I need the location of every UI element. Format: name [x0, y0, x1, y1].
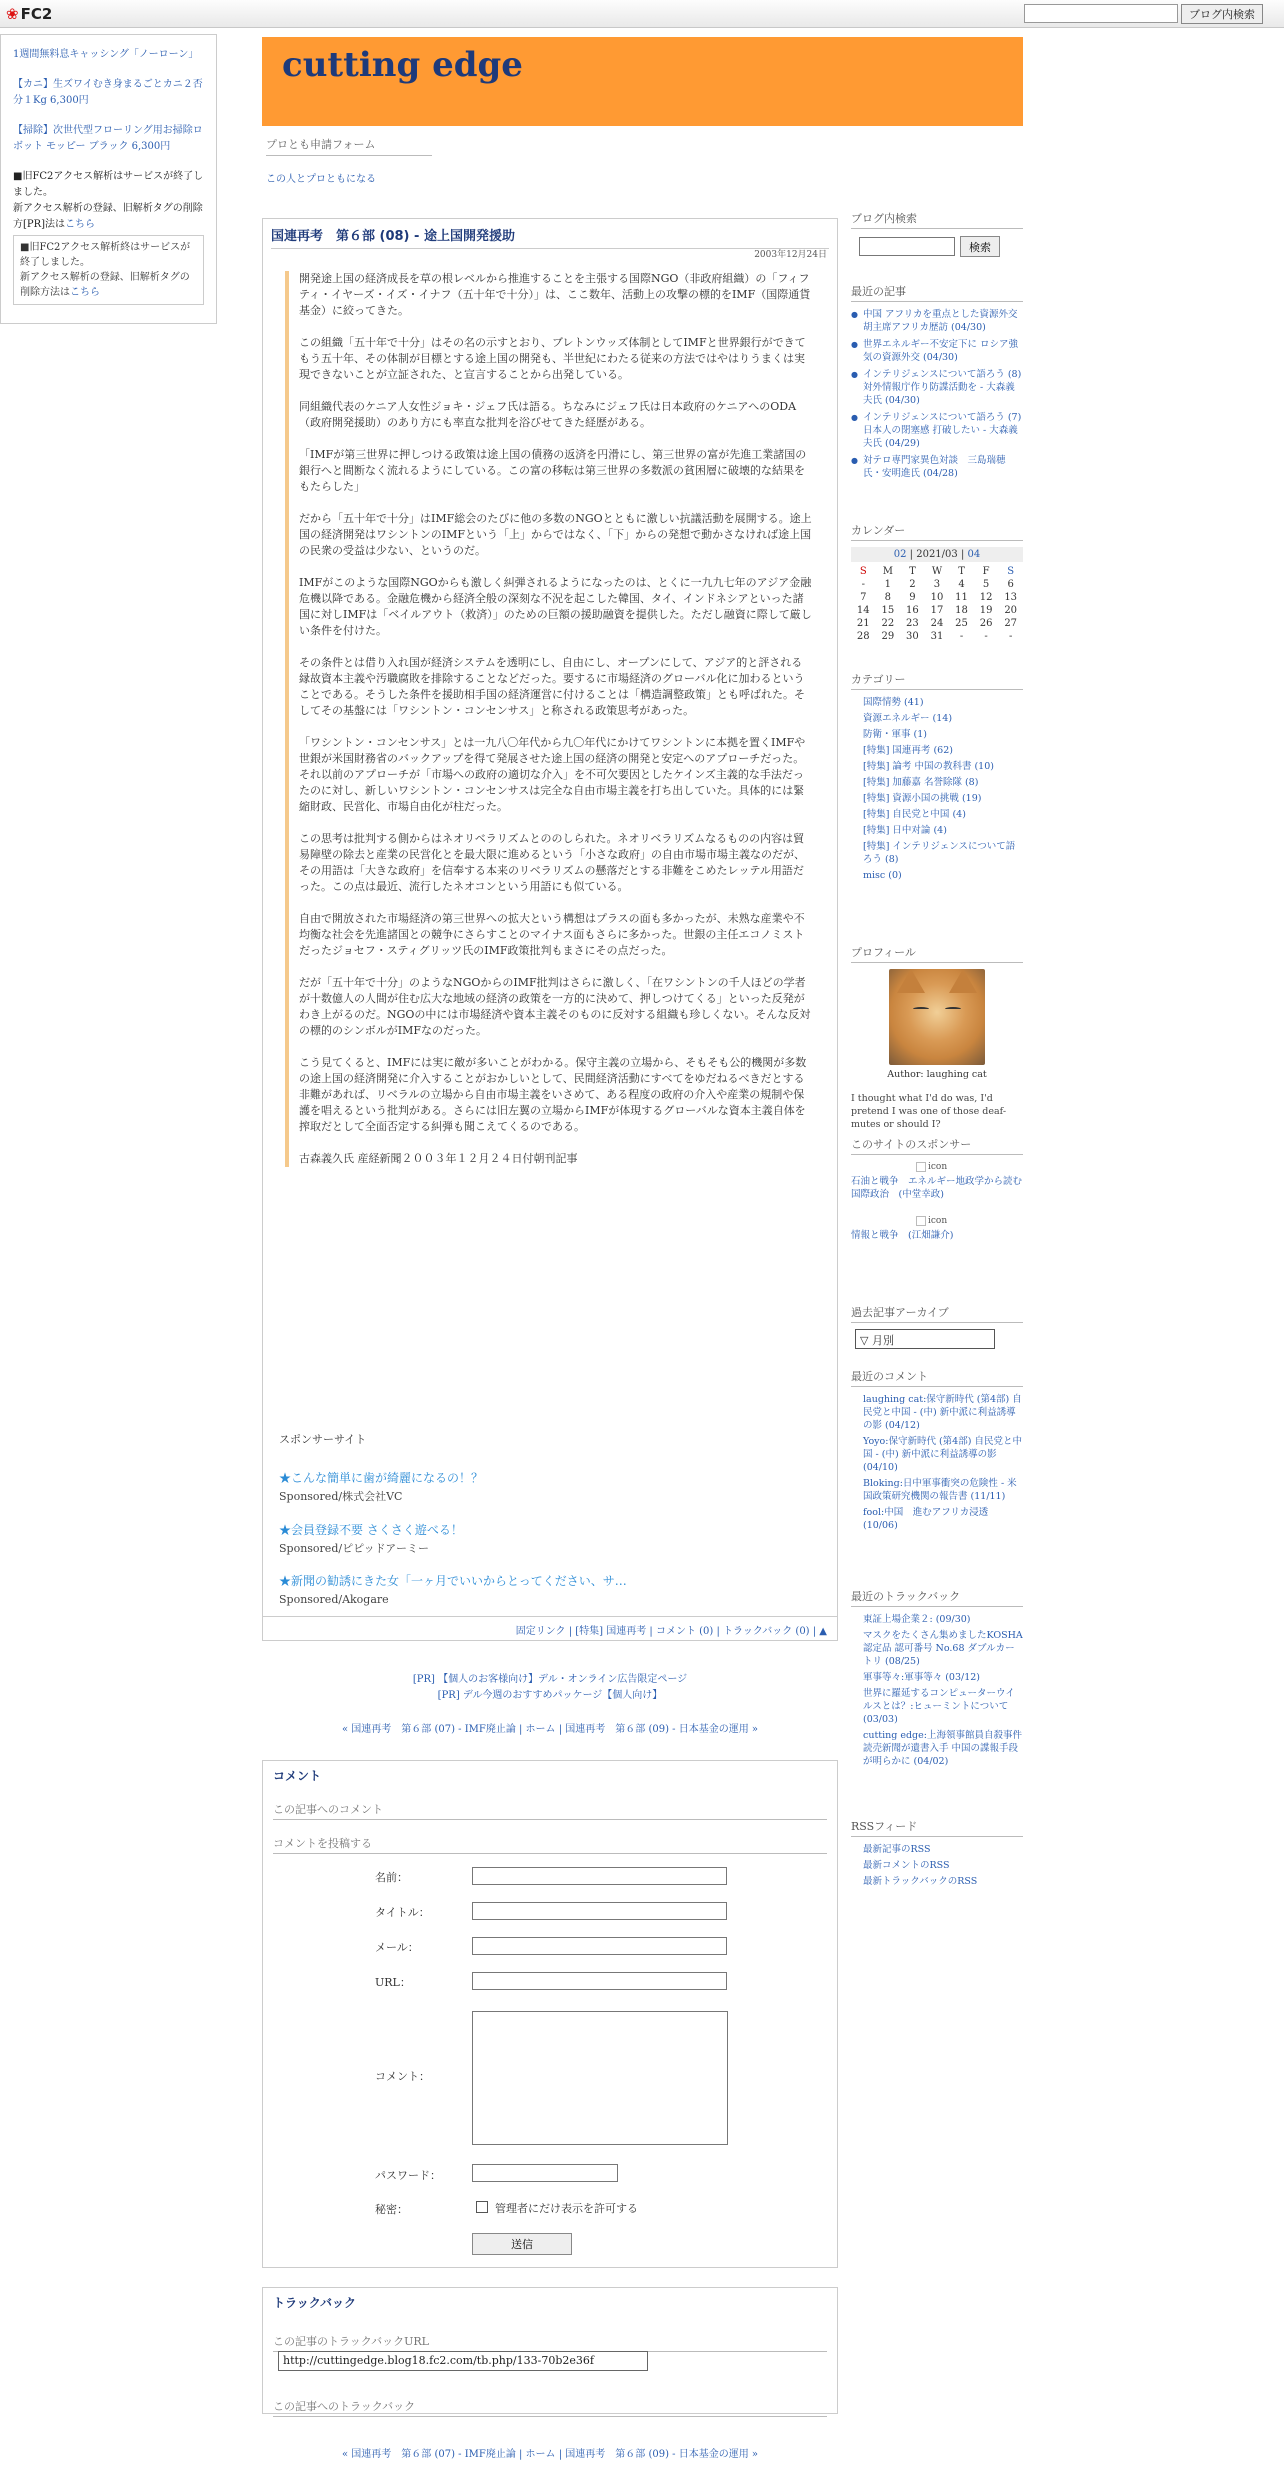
sponsored-by: Sponsored/ピピッドアーミー [279, 1542, 429, 1555]
pro-form-link[interactable]: この人とプロともになる [266, 174, 376, 185]
mail-field[interactable] [472, 1937, 727, 1955]
pr-lines [262, 1672, 838, 1704]
rss-link[interactable]: 最新コメントのRSS [863, 1860, 950, 1871]
weekday: S [859, 566, 867, 577]
archive [851, 1304, 1023, 1349]
pro-form-title: プロとも申請フォーム [266, 136, 432, 156]
calendar-day: - [984, 631, 988, 642]
sponsored-item [279, 1572, 627, 1609]
recent-comments-heading: 最近のコメント [851, 1368, 1023, 1387]
top-search-button[interactable]: ブログ内検索 [1181, 4, 1263, 24]
sponsor-label: スポンサーサイト [279, 1433, 367, 1446]
recent-trackbacks-heading: 最近のトラックバック [851, 1588, 1023, 1607]
recent-heading: 最近の記事 [851, 283, 1023, 302]
recent-trackback-item[interactable]: マスクをたくさん集めましたKOSHA認定品 認可番号 No.68 ダブルカートリ (08/25) [863, 1630, 1023, 1667]
comment-textarea[interactable] [472, 2011, 728, 2145]
comment-label: コメント： [375, 2070, 430, 2083]
secret-label: 秘密： [375, 2203, 408, 2216]
weekday: T [958, 566, 965, 577]
rss-link[interactable]: 最新記事のRSS [863, 1844, 931, 1855]
comment-title: コメント [273, 1769, 322, 1783]
calendar-week [851, 630, 1023, 643]
category-item[interactable]: [特集] 国連再考 (62) [863, 745, 953, 756]
article-paragraph: この組織「五十年で十分」はその名の示すとおり、ブレトンウッズ体制としてIMFと世界銀行ができてもう五十年、その体制が目標とする途上国の開発も、半世紀にわたる従来の方法ではやはりうまくは実現できないことが立証された、と宣言することから出発している。 [299, 336, 806, 381]
sponsored-link[interactable]: ★新聞の勧誘にきた女「一ヶ月でいいからとってください、サ… [279, 1574, 627, 1588]
calendar-weekdays [851, 565, 1023, 578]
recent-comment-item[interactable]: Yoyo:保守新時代 (第4部) 自民党と中国 - (中) 新中派に利益誘導の影 (04/10) [863, 1436, 1022, 1473]
recent-trackback-item[interactable]: cutting edge:上海領事館員自殺事件 読売新聞が遺書入手 中国の諜報手段が明らかに (04/02) [863, 1730, 1032, 1767]
article-body [285, 271, 813, 1167]
article-paragraph: 「ワシントン・コンセンサス」とは一九八〇年代から九〇年代にかけてワシントンに本拠を置くIMFや世銀が米国財務省のバックアップを得て発展させた途上国の経済の開発と安定へのアプローチだった。それ以前のアプローチが「市場への政府の適切な介入」を不可欠要因としたケインズ主義的な手法だったのに対し、新しいワシントン・コンセンサスは完全な自由市場主義を打ち出していた。具体的には緊縮財政、民営化、市場自由化が柱だった。 [299, 736, 806, 813]
calendar-day: 28 [856, 631, 870, 642]
profile-heading: プロフィール [851, 944, 1023, 963]
calendar-heading: カレンダー [851, 522, 1023, 541]
recent-article-item[interactable]: ● 中国 アフリカを重点とした資源外交 胡主席アフリカ歴訪 (04/30) [851, 308, 1023, 334]
article-date: 2003年12月24日 [754, 250, 827, 260]
sidebar-search-input[interactable] [859, 237, 955, 256]
comment-box [262, 1760, 838, 2268]
recent-article-item[interactable]: ● インテリジェンスについて語ろう (8) 対外情報庁作り防諜活動を - 大森義夫氏 (04/30) [851, 368, 1023, 407]
sidebar-search [851, 210, 1023, 259]
calendar-week [851, 591, 1023, 604]
article-source: 古森義久氏 産経新聞２００３年１２月２４日付朝刊記事 [299, 1152, 578, 1165]
sidebar-search-button[interactable]: 検索 [960, 236, 1000, 257]
ad-link-1[interactable]: 1週間無料息キャッシング「ノーローン」 [13, 49, 199, 60]
calendar-day: 31 [930, 631, 944, 642]
sponsors-heading: このサイトのスポンサー [851, 1136, 1023, 1155]
calendar-day: 18 [955, 605, 968, 616]
sponsored-link[interactable]: ★会員登録不要 さくさく遊べる！ [279, 1523, 463, 1537]
calendar-day: - [1008, 631, 1013, 642]
password-label: パスワード： [375, 2169, 441, 2182]
weekday: M [882, 566, 893, 577]
calendar-day: 4 [958, 579, 965, 590]
name-field[interactable] [472, 1867, 727, 1885]
calendar-week [851, 617, 1023, 630]
pr-link-2[interactable]: [PR] デル今週のおすすめパッケージ【個人向け】 [437, 1690, 663, 1701]
calendar-nav: 02 | 2021/03 | 04 [851, 547, 1023, 562]
calendar-day: 23 [906, 618, 919, 629]
analytics-notice-inner: ■旧FC2アクセス解析終はサービスが終了しました。 新アクセス解析の登録、旧解析タグの削除方法はこちら [13, 235, 204, 305]
calendar-day: 16 [906, 605, 919, 616]
calendar-day: 2 [909, 579, 916, 590]
calendar-week [851, 578, 1023, 591]
notice-link[interactable]: こちら [65, 219, 96, 230]
calendar-day: 10 [930, 592, 944, 603]
calendar-day: 15 [881, 605, 895, 616]
url-field[interactable] [472, 1972, 727, 1990]
inner-notice-link[interactable]: こちら [70, 287, 100, 298]
calendar-day: 7 [860, 592, 867, 603]
title-label: タイトル： [375, 1906, 430, 1919]
ad-link-3[interactable]: 【掃除】次世代型フローリング用お掃除ロボット モッピー ブラック 6,300円 [13, 125, 203, 152]
article-paragraph: 自由で開放された市場経済の第三世界への拡大という構想はプラスの面も多かったが、未熟な産業や不均衡な社会を先進諸国との競争にさらすことのマイナス面もさらに多かった。世銀の主任エコノミストだったジョセフ・スティグリッツ氏のIMF政策批判もまさにその点だった。 [299, 912, 805, 957]
article-footer-text[interactable]: 固定リンク | [特集] 国連再考 | コメント (0) | トラックバック (0) | ▲ [515, 1626, 827, 1637]
recent-article-item[interactable]: ● インテリジェンスについて語ろう (7) 日本人の閉塞感 打破したい - 大森義夫氏 (04/29) [851, 411, 1023, 450]
article-paragraph: この思考は批判する側からはネオリベラリズムとののしられた。ネオリベラリズムなるものの内容は貿易障壁の除去と産業の民営化とを最大限に進めるという「小さな政府」の自由市場市場主義なのだが、その用語は「大きな政府」を信奉する本来のリベラリズムの懸落だとする非難をこめたレッテル用語だった。この点は最近、流行したネオコンという用語にも似ている。 [299, 832, 805, 893]
broken-image-icon [916, 1162, 926, 1172]
calendar-day: 8 [884, 592, 892, 603]
calendar [851, 522, 1023, 643]
category-item[interactable]: 防衛・軍事 (1) [863, 729, 927, 740]
rss-heading: RSSフィード [851, 1818, 1023, 1837]
category-item[interactable]: [特集] 加藤嘉 名誉除隊 (8) [863, 777, 979, 788]
calendar-day: 19 [979, 605, 993, 616]
name-label: 名前： [375, 1871, 408, 1884]
rss-feeds [851, 1818, 1023, 1891]
category-item[interactable]: 国際情勢 (41) [863, 697, 924, 708]
broken-image-icon [916, 1216, 926, 1226]
article-paragraph: 開発途上国の経済成長を草の根レベルから推進することを主張する国際NGO（非政府組織）の「フィフティ・イヤーズ・イズ・イナフ（五十年で十分）」は、ここ数年、活動上の攻撃の標的をIMF（国際通貨基金）に絞ってきた。 [299, 272, 811, 317]
article-paragraph: だが「五十年で十分」のようなNGOからのIMF批判はさらに激しく、「在ワシントンの千人ほどの学者が十数億人の人間が住む広大な地域の経済の政策を一方的に決めて、押しつけてくる」といった反発がわき上がるのだ。NGOの中には市場経済や資本主義そのものに反対する組織も珍しくない。そんな反対の標的のシンボルがIMFなのだった。 [299, 976, 811, 1037]
calendar-day: 24 [930, 618, 944, 629]
sponsor-book-1[interactable]: icon 石油と戦争 エネルギー地政学から読む国際政治 (中堂幸政) [851, 1162, 1023, 1200]
site-sponsors [851, 1136, 1023, 1255]
calendar-day: 1 [884, 579, 892, 590]
top-search-input[interactable] [1024, 4, 1178, 23]
calendar-day: 21 [856, 618, 870, 629]
article-paragraph: 「IMFが第三世界に押しつける政策は途上国の債務の返済を円滑にし、第三世界の富が先進工業諸国の銀行へと間断なく流れるようにしている。この富の移転は第三世界の多数派の貧困層に破壊的な結果をもたらした」 [299, 448, 807, 493]
blog-title[interactable]: cutting edge [282, 45, 523, 85]
calendar-day: - [861, 579, 865, 590]
calendar-day: 14 [856, 605, 870, 616]
recent-comments [851, 1368, 1023, 1535]
search-heading: ブログ内検索 [851, 210, 1023, 229]
left-ad-box [0, 34, 217, 324]
calendar-next-link[interactable]: 04 [967, 549, 981, 560]
trackback-title: トラックバック [273, 2296, 357, 2310]
pr-link-1[interactable]: [PR] 【個人のお客様向け】デル・オンライン広告限定ページ [412, 1674, 688, 1685]
category-item[interactable]: misc (0) [863, 870, 902, 881]
weekday: S [1007, 566, 1015, 577]
blog-header [262, 37, 1023, 126]
profile [851, 944, 1023, 1131]
sponsored-by: Sponsored/Akogare [279, 1593, 389, 1606]
calendar-day: 5 [982, 579, 990, 590]
calendar-day: 29 [881, 631, 895, 642]
password-field[interactable] [472, 2164, 618, 2182]
article-paragraph: その条件とは借り入れ国が経済システムを透明にし、自由にし、オープンにして、アジア的と評される縁故資本主義や汚職腐敗を排除することなどだった。要するに市場経済のグローバル化に加わるということである。そうした条件を援助相手国の経済運営に付けることは「構造調整政策」とも呼ばれた。そしてその基盤には「ワシントン・コンセンサス」と称される政策思考があった。 [299, 656, 805, 717]
sponsored-link[interactable]: ★こんな簡単に歯が綺麗になるの！？ [279, 1471, 484, 1485]
profile-author: Author: laughing cat [887, 1069, 987, 1080]
sponsored-item [279, 1469, 483, 1506]
recent-article-item[interactable]: ● 世界エネルギー不安定下に ロシア強気の資源外交 (04/30) [851, 338, 1023, 364]
comments-list-heading: この記事へのコメント [273, 1801, 827, 1820]
category-item[interactable]: 資源エネルギー (14) [863, 713, 953, 724]
article-paragraph: IMFがこのような国際NGOからも激しく糾弾されるようになったのは、とくに一九九七年のアジア金融危機以降である。金融危機から経済全般の深刻な不況を起こした韓国、タイ、インドネシアといった諸国に対しIMFは「ベイルアウト（救済）」のための巨額の援助融資を提供した。ただし融資に際して厳しい条件を付けた。 [299, 576, 812, 637]
recent-comment-item[interactable]: fool:中国 進むアフリカ浸透 (10/06) [863, 1507, 989, 1531]
bottom-pager [262, 2445, 838, 2460]
weekday: F [982, 566, 990, 577]
recent-trackback-item[interactable]: 世界に羅延するコンピューターウイルスとは？:ヒューミントについて (03/03) [863, 1688, 1015, 1725]
recent-article-item[interactable]: ● 対テロ専門家異色対談 三島瑞穂氏・安明進氏 (04/28) [851, 454, 1023, 480]
ad-link-2[interactable]: 【カニ】生ズワイむき身まるごとカニ２否分１Kg 6,300円 [13, 79, 203, 106]
calendar-day: 11 [955, 592, 968, 603]
article-paragraph: こう見てくると、IMFには実に敵が多いことがわかる。保守主義の立場から、そもそも公的機関が多数の途上国の経済開発に介入することがおかしいとして、民間経済活動にすべてをゆだねるべきだとする非難があれば、リベラルの立場から自由市場主義をいさめて、ある程度の政府の介入や産業の規制や保護を唱えるという批判がある。さらには旧左翼の立場からIMFが体現するグローバルな資本主義自体を搾取だとして全面否定する糾弾も聞こえてくるのである。 [299, 1056, 807, 1133]
archive-select[interactable]: ▽ 月別 [855, 1329, 995, 1349]
calendar-day: 25 [955, 618, 968, 629]
category-item[interactable]: [特集] 自民党と中国 (4) [863, 809, 966, 820]
recent-comment-item[interactable]: laughing cat:保守新時代 (第4部) 自民党と中国 - (中) 新中派に利益誘導の影 (04/12) [863, 1394, 1022, 1431]
article-pager [262, 1720, 838, 1735]
profile-bio: I thought what I'd do was, I'd pretend I was one of those deaf-mutes or should I? [851, 1093, 1007, 1130]
profile-photo [889, 969, 985, 1065]
analytics-notice: ■旧FC2アクセス解析はサービスが終了しました。 新アクセス解析の登録、旧解析タグの削除方[PR]法はこちら [13, 171, 204, 230]
calendar-day: 17 [930, 605, 944, 616]
calendar-month: 2021/03 [916, 549, 958, 560]
recent-articles [851, 283, 1023, 484]
calendar-day: 22 [881, 618, 895, 629]
calendar-day: 30 [906, 631, 919, 642]
category-item[interactable]: [特集] 資源小国の挑戦 (19) [863, 793, 982, 804]
recent-trackbacks [851, 1588, 1032, 1771]
trackback-list-label: この記事へのトラックバック [273, 2398, 827, 2417]
fc2-toolbar [0, 0, 1284, 28]
comment-post-heading: コメントを投稿する [273, 1835, 827, 1854]
calendar-day: 20 [1004, 605, 1018, 616]
article-footer-links [263, 1616, 837, 1640]
sponsored-item [279, 1521, 463, 1558]
category-item[interactable]: [特集] 日中对論 (4) [863, 825, 947, 836]
article-box [262, 218, 838, 1641]
calendar-day: 26 [979, 618, 993, 629]
trackback-url-field[interactable]: http://cuttingedge.blog18.fc2.com/tb.php/133-70b2e36f [278, 2351, 648, 2371]
fc2-mark-icon: ❀ [6, 5, 19, 23]
sponsored-by: Sponsored/株式会社VC [279, 1490, 403, 1503]
article-title[interactable]: 国連再考 第６部 (08) - 途上国開発援助 [271, 225, 829, 249]
recent-trackback-item[interactable]: 軍事等々:軍事等々 (03/12) [863, 1672, 981, 1683]
pager-links[interactable]: « 国連再考 第６部 (07) - IMF廃止論 | ホーム | 国連再考 第６部 (09) - 日本基金の運用 » [341, 2449, 759, 2460]
fc2-logo[interactable]: ❀ FC2 [6, 5, 53, 23]
article-paragraph: 同組織代表のケニア人女性ジョキ・ジェフ氏は語る。ちなみにジェフ氏は日本政府のケニアへのODA（政府開発援助）のあり方にも率直な批判を浴びせてきた経歴がある。 [299, 400, 797, 429]
calendar-prev-link[interactable]: 02 [893, 549, 907, 560]
recent-trackback-item[interactable]: 東証上場企業２: (09/30) [863, 1614, 971, 1625]
categories [851, 671, 1023, 885]
sponsor-book-2[interactable]: icon 情報と戦争 (江畑謙介) [851, 1216, 954, 1241]
pager-links[interactable]: « 国連再考 第６部 (07) - IMF廃止論 | ホーム | 国連再考 第６部 (09) - 日本基金の運用 » [341, 1724, 759, 1735]
recent-comment-item[interactable]: Bloking:日中軍事衝突の危険性 - 米国政策研究機関の報告書 (11/11) [863, 1478, 1017, 1502]
trackback-box [262, 2287, 838, 2414]
mail-label: メール： [375, 1941, 419, 1954]
url-label: URL： [375, 1976, 411, 1989]
rss-link[interactable]: 最新トラックバックのRSS [863, 1876, 978, 1887]
secret-option-label: 管理者にだけ表示を許可する [495, 2202, 638, 2215]
trackback-url-label: この記事のトラックバックURL [273, 2333, 827, 2352]
weekday: T [909, 566, 916, 577]
secret-checkbox[interactable] [476, 2201, 488, 2213]
submit-button[interactable]: 送信 [472, 2233, 572, 2255]
calendar-day: 27 [1004, 618, 1018, 629]
title-field[interactable] [472, 1902, 727, 1920]
weekday: W [931, 566, 943, 577]
article-paragraph: だから「五十年で十分」はIMF総会のたびに他の多数のNGOとともに激しい抗議活動を展開する。途上国の経済開発はワシントンのIMFという「上」からではなく、「下」からの発想で動かさなければ途上国の民衆の受益は少ない、というのだ。 [299, 512, 812, 557]
category-item[interactable]: [特集] 論考 中国の教科書 (10) [863, 761, 994, 772]
calendar-table [851, 565, 1023, 643]
calendar-day: 3 [933, 579, 941, 590]
calendar-day: - [959, 631, 964, 642]
calendar-day: 6 [1007, 579, 1014, 590]
archive-heading: 過去記事アーカイブ [851, 1304, 1023, 1323]
calendar-day: 12 [979, 592, 993, 603]
calendar-week [851, 604, 1023, 617]
category-item[interactable]: [特集] インテリジェンスについて語ろう (8) [863, 841, 1016, 865]
calendar-day: 9 [909, 592, 916, 603]
categories-heading: カテゴリー [851, 671, 1023, 690]
calendar-day: 13 [1004, 592, 1018, 603]
